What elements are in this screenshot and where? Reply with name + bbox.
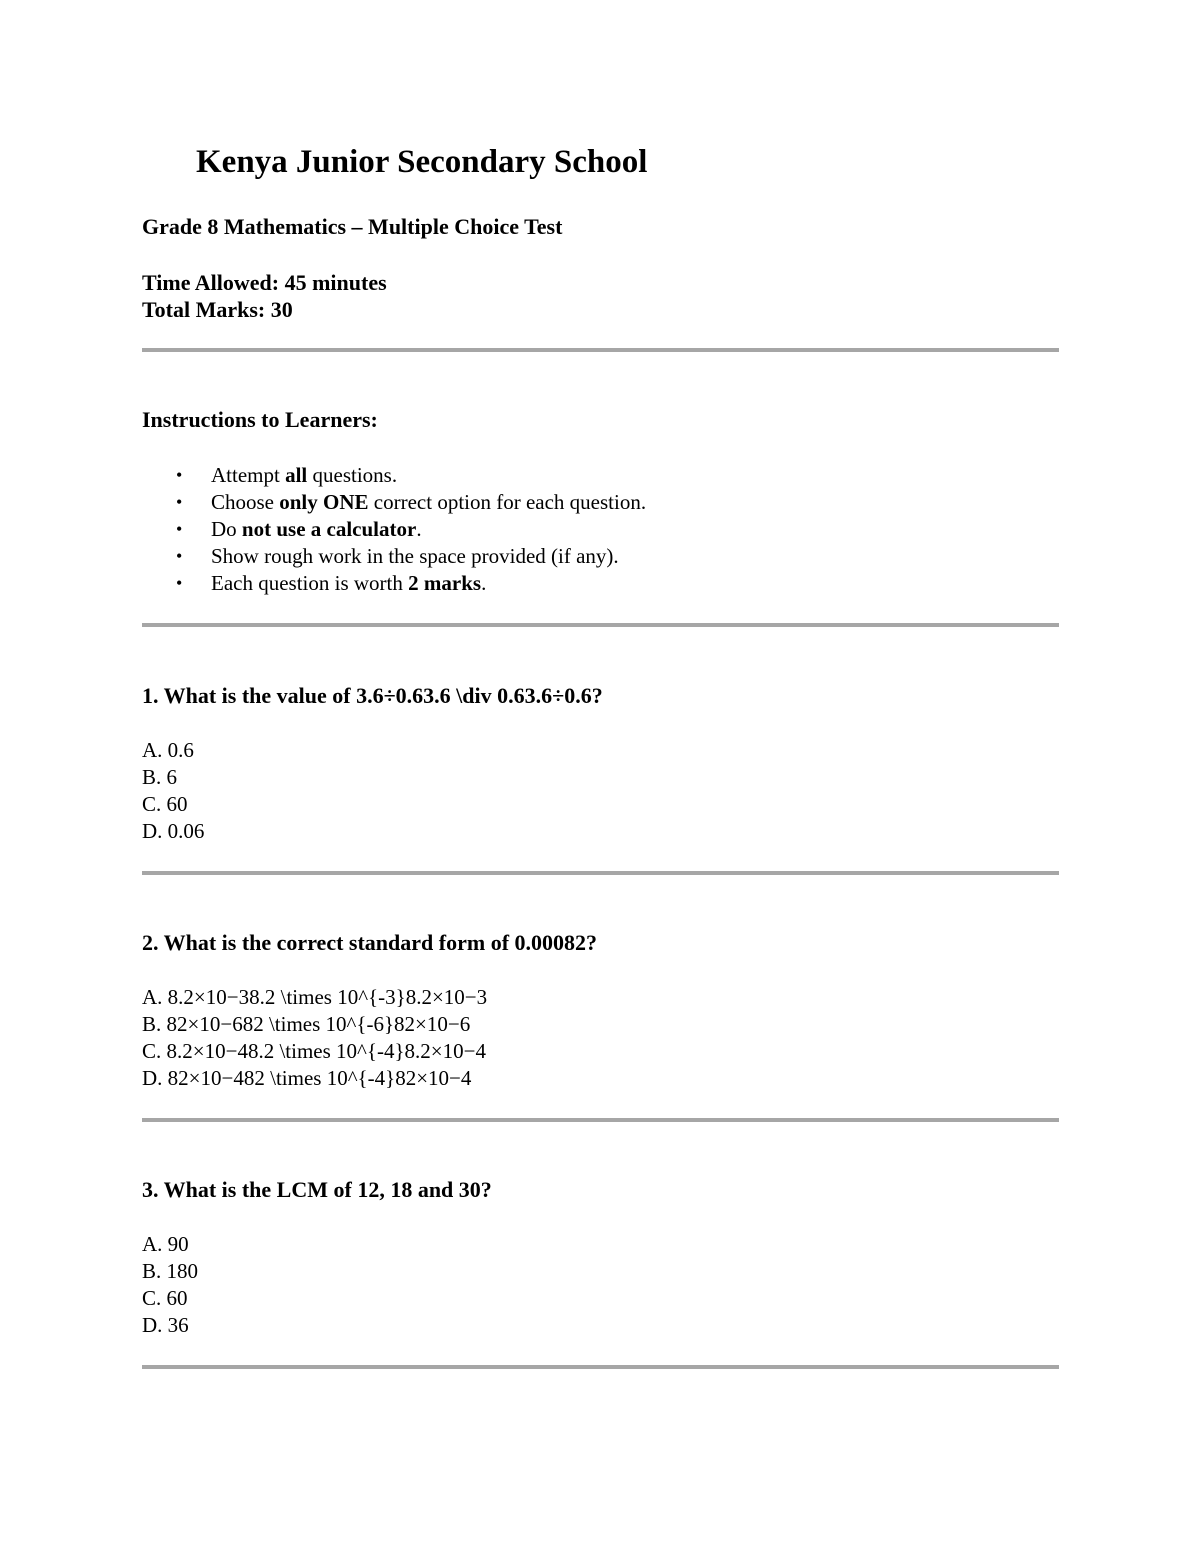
question-2-options: [142, 984, 487, 1092]
instruction-item: • Choose only ONE correct option for each question.: [176, 490, 647, 514]
option-c: C . 60: [142, 791, 204, 818]
instruction-item: • Attempt all questions.: [176, 463, 398, 487]
option-b: B . 180: [142, 1258, 198, 1285]
school-title: Kenya Junior Secondary School: [196, 144, 648, 180]
bullet-icon: •: [176, 492, 183, 512]
question-1-options: [142, 737, 204, 845]
question-1: 1. What is the value of 3.6÷0.63.6 \div 0.63.6÷0.6?: [142, 683, 603, 708]
instruction-item: • Do not use a calculator.: [176, 517, 422, 541]
option-d: D . 36: [142, 1312, 198, 1339]
test-meta: [142, 269, 387, 323]
bullet-icon: •: [176, 546, 183, 566]
option-a: A . 0.6: [142, 737, 204, 764]
option-d: D . 0.06: [142, 818, 204, 845]
option-a: A . 8.2×10−38.2 \times 10^{-3}8.2×10−3: [142, 984, 487, 1011]
bullet-icon: •: [176, 465, 183, 485]
question-3-options: [142, 1231, 198, 1339]
divider-1: [142, 348, 1059, 352]
option-c: C . 8.2×10−48.2 \times 10^{-4}8.2×10−4: [142, 1038, 487, 1065]
bullet-icon: •: [176, 519, 183, 539]
bullet-icon: •: [176, 573, 183, 593]
instruction-item: • Show rough work in the space provided (if any).: [176, 544, 619, 568]
option-c: C . 60: [142, 1285, 198, 1312]
question-2: 2. What is the correct standard form of 0.00082?: [142, 930, 598, 955]
instructions-list: [142, 462, 646, 597]
time-allowed: Time Allowed: 45 minutes: [142, 270, 387, 295]
option-a: A . 90: [142, 1231, 198, 1258]
divider-3: [142, 871, 1059, 875]
question-3: 3. What is the LCM of 12, 18 and 30?: [142, 1177, 492, 1202]
instruction-item: • Each question is worth 2 marks.: [176, 571, 487, 595]
option-b: B . 82×10−682 \times 10^{-6}82×10−6: [142, 1011, 487, 1038]
divider-5: [142, 1365, 1059, 1369]
instructions-heading: Instructions to Learners:: [142, 407, 378, 432]
divider-2: [142, 623, 1059, 627]
option-b: B . 6: [142, 764, 204, 791]
total-marks: Total Marks: 30: [142, 297, 293, 322]
test-subtitle: Grade 8 Mathematics – Multiple Choice Test: [142, 214, 563, 239]
option-d: D . 82×10−482 \times 10^{-4}82×10−4: [142, 1065, 487, 1092]
divider-4: [142, 1118, 1059, 1122]
